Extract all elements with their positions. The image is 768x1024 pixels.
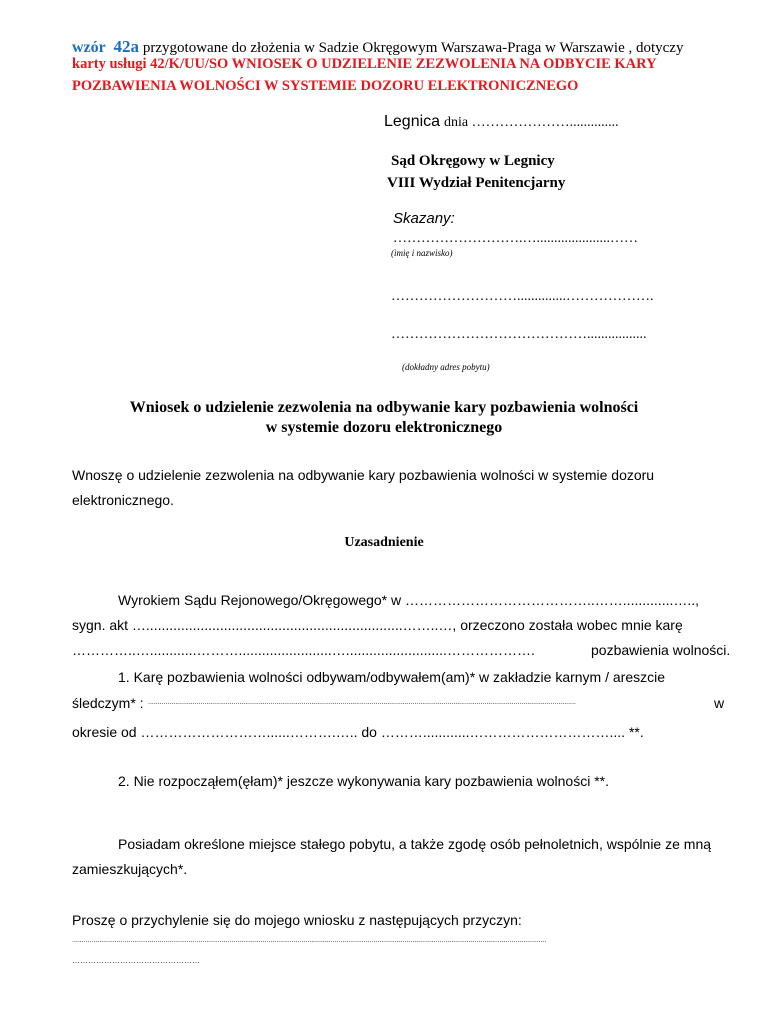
item1-line1: 1. Karę pozbawienia wolności odbywam/odbywałem(am)* w zakładzie karnym / areszcie <box>118 669 666 685</box>
date-field: dnia ………………….............. <box>444 115 619 130</box>
item1-line2-w: w <box>714 695 725 711</box>
request-line1: Wnoszę o udzielenie zezwolenia na odbywanie kary pozbawienia wolności w systemie dozoru <box>72 467 655 483</box>
residence-line2: zamieszkujących*. <box>72 861 188 877</box>
form-header-line <box>72 37 683 57</box>
service-card-line2: POZBAWIENIA WOLNOŚCI W SYSTEMIE DOZORU ELEKTRONICZNEGO <box>72 78 579 94</box>
place-date <box>384 113 619 131</box>
plea-text: Proszę o przychylenie się do mojego wniosku z następujących przyczyn: <box>72 912 522 928</box>
justification-heading: Uzasadnienie <box>344 535 424 550</box>
verdict-line3-text: pozbawienia wolności. <box>591 642 731 658</box>
service-card-line1: karty usługi 42/K/UU/SO WNIOSEK O UDZIELENIE ZEZWOLENIA NA ODBYCIE KARY <box>72 56 657 72</box>
verdict-line3-dots: …………..…............………........................…..........................………………. <box>72 642 535 658</box>
form-number: 42a <box>113 37 140 56</box>
item1-line2-dots: ............................................................................................................................................................................................................................ <box>148 699 576 706</box>
convict-name-hint: (imię i nazwisko) <box>391 248 453 258</box>
item1-line2-label: śledczym* : <box>72 695 144 711</box>
plea-dots-line2: ………………………………………… <box>72 956 200 965</box>
item2: 2. Nie rozpocząłem(ęłam)* jeszcze wykonywania kary pozbawienia wolności **. <box>118 773 609 789</box>
verdict-line1: Wyrokiem Sądu Rejonowego/Okręgowego* w …………………………………..…….............….., <box>118 592 700 608</box>
convict-name-line: ……………………….….....................…… <box>393 231 638 246</box>
item1-line3: okresie od ………………………......……….….. do ………............………………………….... **. <box>72 724 644 740</box>
place-city: Legnica <box>384 113 441 130</box>
plea-dots-line1: .................................................................................................................................................................................................................................................... <box>72 937 547 944</box>
verdict-line2: sygn. akt …..................................................................……..…, orzeczono została wobec mnie karę <box>72 617 683 633</box>
court-name: Sąd Okręgowy w Legnicy <box>391 153 555 169</box>
request-line2: elektronicznego. <box>72 492 174 508</box>
convict-address-line1: ………………………..............………………. <box>391 289 654 304</box>
prepared-text: przygotowane do złożenia w Sadzie Okręgowym Warszawa-Praga w Warszawie , dotyczy <box>142 40 684 56</box>
convict-address-line2: ……………………………………................. <box>391 327 647 342</box>
document-title-line1: Wniosek o udzielenie zezwolenia na odbywanie kary pozbawienia wolności <box>129 399 639 416</box>
court-department: VIII Wydział Penitencjarny <box>387 175 566 191</box>
form-label: wzór <box>72 39 106 56</box>
convict-address-hint: (dokładny adres pobytu) <box>402 362 490 372</box>
residence-line1: Posiadam określone miejsce stałego pobytu, a także zgodę osób pełnoletnich, wspólnie ze mną <box>118 836 712 852</box>
document-title-line2: w systemie dozoru elektronicznego <box>265 419 503 436</box>
convict-label: Skazany: <box>393 210 455 227</box>
